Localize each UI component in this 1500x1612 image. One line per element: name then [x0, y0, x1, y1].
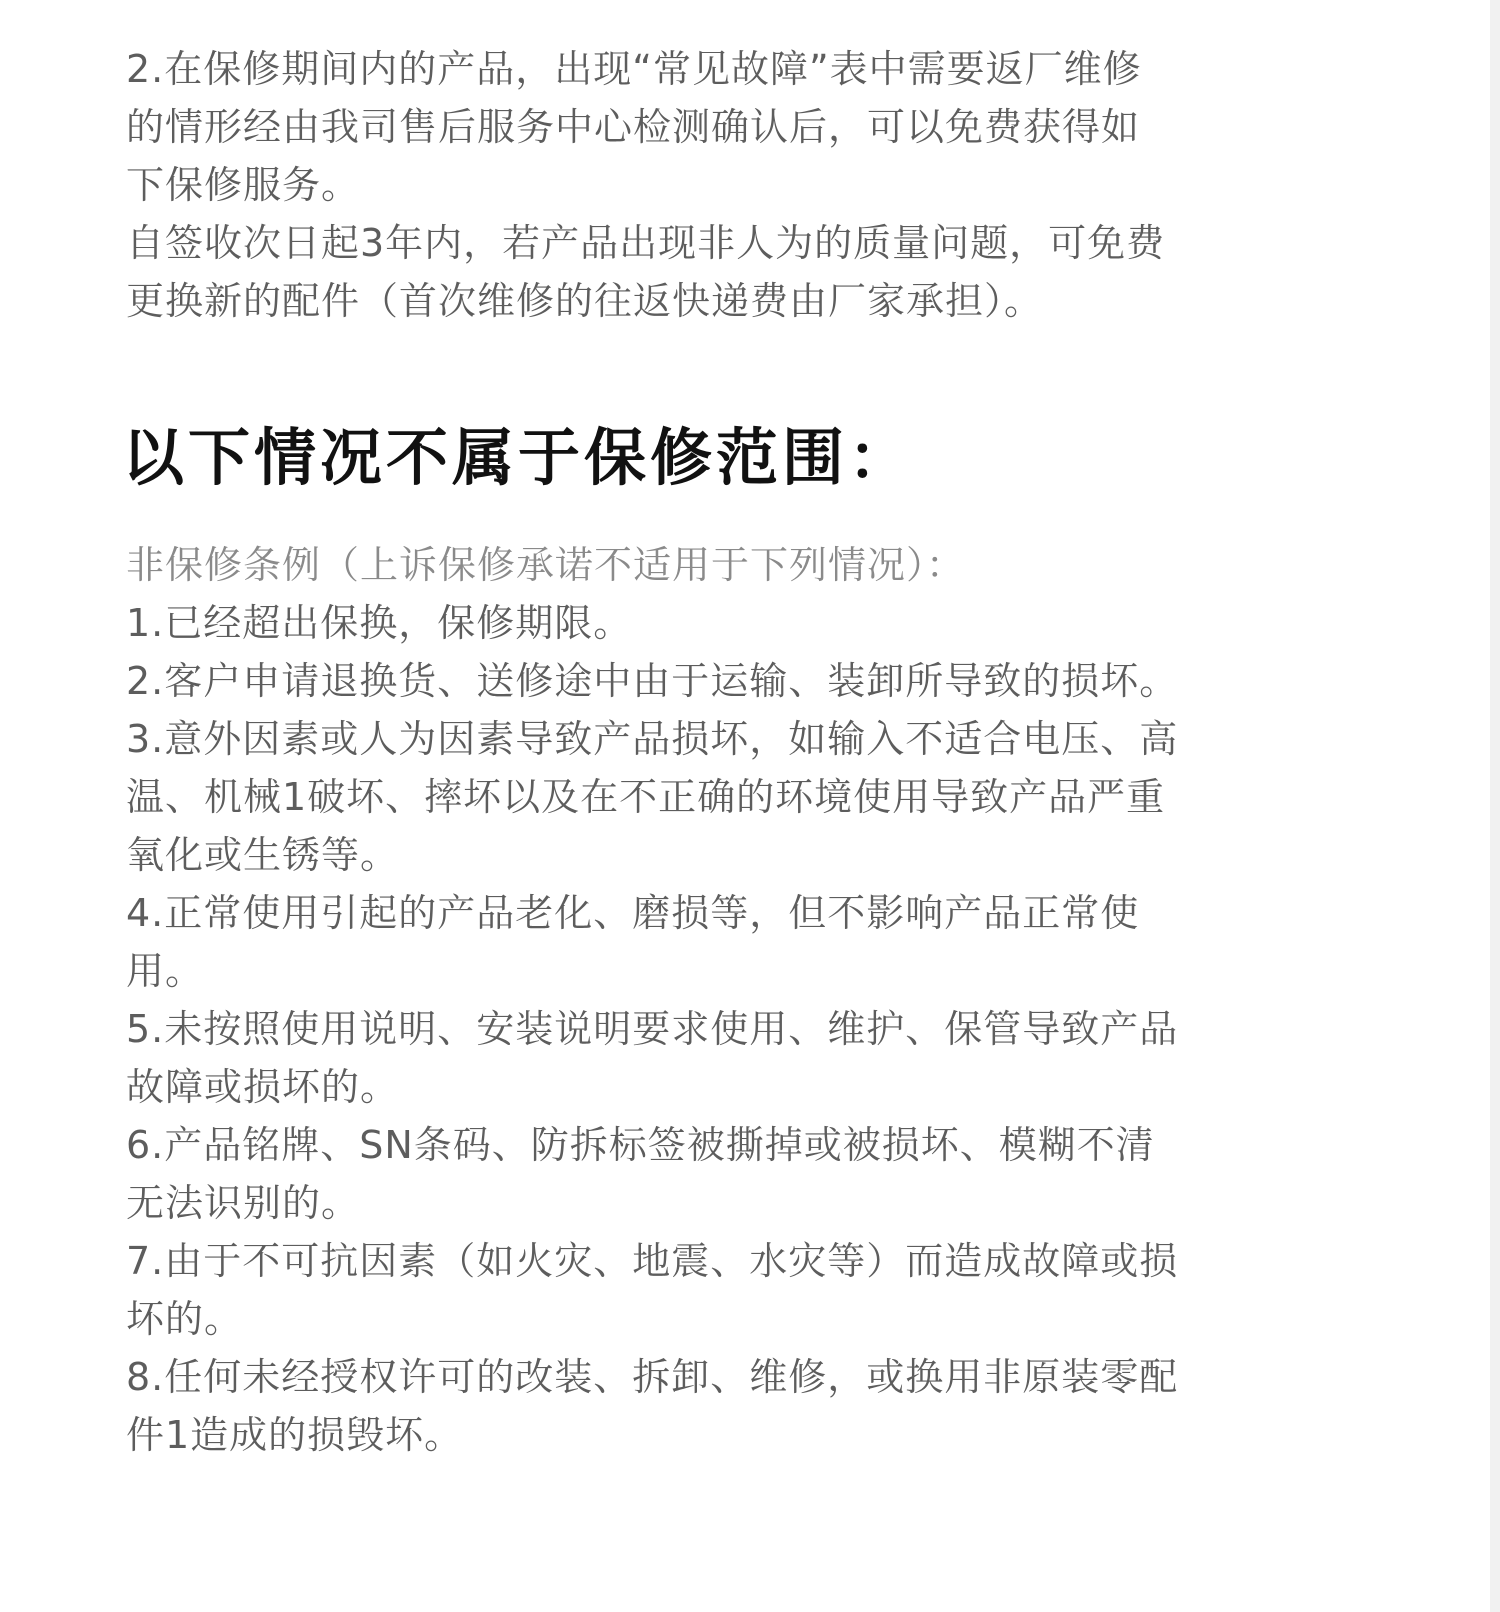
clauses-subtitle: 非保修条例（上诉保修承诺不适用于下列情况）： — [126, 543, 966, 587]
intro-line: 更换新的配件（首次维修的往返快递费由厂家承担）。 — [126, 279, 1044, 323]
clause-line: 3.意外因素或人为因素导致产品损坏，如输入不适合电压、高 — [126, 717, 1179, 761]
clause-line: 氧化或生锈等。 — [126, 833, 400, 877]
clause-line: 8.任何未经授权许可的改装、拆卸、维修，或换用非原装零配 — [126, 1355, 1179, 1399]
intro-line: 2.在保修期间内的产品，出现“常见故障”表中需要返厂维修 — [126, 47, 1142, 91]
clause-line: 故障或损坏的。 — [126, 1065, 400, 1109]
clause-line: 5.未按照使用说明、安装说明要求使用、维护、保管导致产品 — [126, 1007, 1179, 1051]
clause-line: 用。 — [126, 949, 205, 993]
clause-line: 6.产品铭牌、SN条码、防拆标签被撕掉或被损坏、模糊不清 — [126, 1123, 1155, 1167]
non-warranty-clauses — [126, 536, 1276, 1464]
intro-line: 自签收次日起3年内，若产品出现非人为的质量问题，可免费 — [126, 221, 1166, 265]
page-edge-strip — [1490, 0, 1500, 1612]
clause-line: 4.正常使用引起的产品老化、磨损等，但不影响产品正常使 — [126, 891, 1140, 935]
clause-line: 7.由于不可抗因素（如火灾、地震、水灾等）而造成故障或损 — [126, 1239, 1179, 1283]
clause-line: 无法识别的。 — [126, 1181, 361, 1225]
clause-line: 2.客户申请退换货、送修途中由于运输、装卸所导致的损坏。 — [126, 659, 1179, 703]
clause-line: 坏的。 — [126, 1297, 244, 1341]
section-heading: 以下情况不属于保修范围： — [122, 421, 915, 494]
warranty-intro-paragraph — [126, 40, 1276, 330]
clause-line: 1.已经超出保换，保修期限。 — [126, 601, 633, 645]
clause-line: 温、机械1破坏、摔坏以及在不正确的环境使用导致产品严重 — [126, 775, 1166, 819]
intro-line: 的情形经由我司售后服务中心检测确认后，可以免费获得如 — [126, 105, 1141, 149]
clause-line: 件1造成的损毁坏。 — [126, 1413, 464, 1457]
intro-line: 下保修服务。 — [126, 163, 361, 207]
